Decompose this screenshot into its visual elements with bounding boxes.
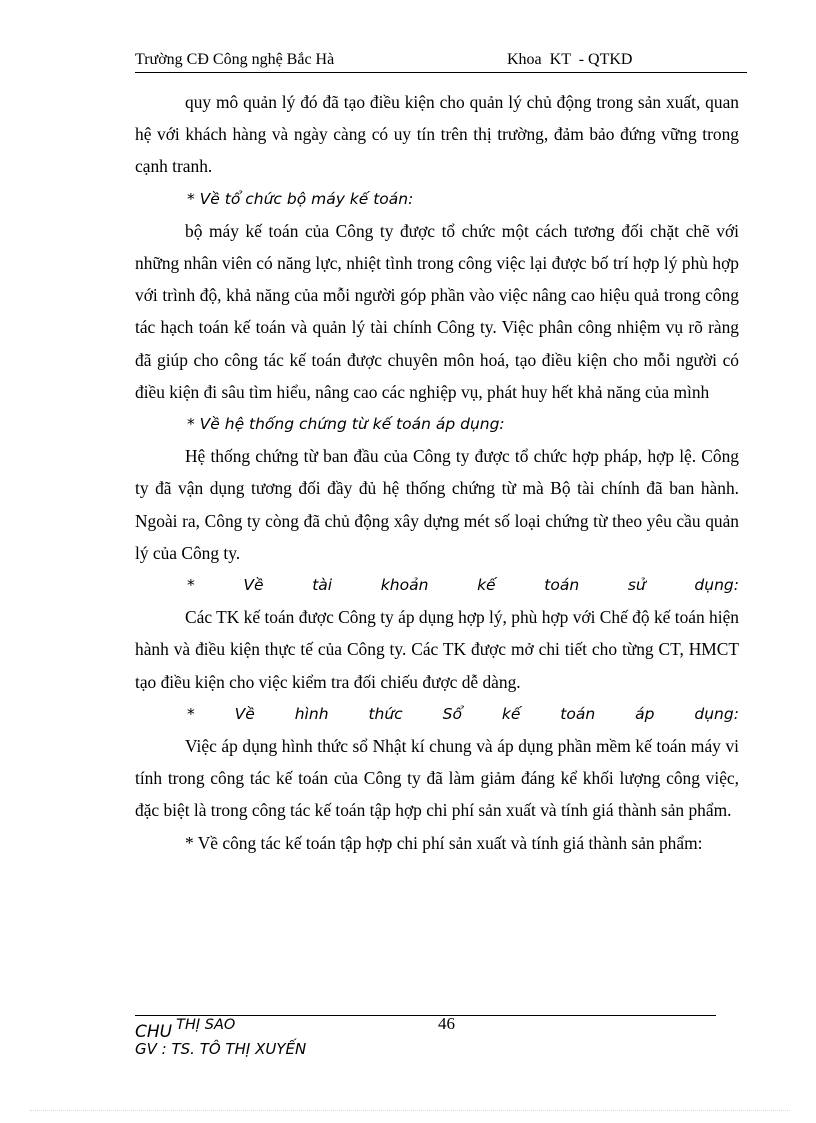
heading-word: thức xyxy=(368,704,403,723)
heading-word: toán xyxy=(544,576,580,595)
heading-word: * xyxy=(187,576,195,595)
paragraph-accounts-used: Các TK kế toán được Công ty áp dụng hợp lý, phù hợp với Chế độ kế toán hiện hành và điều kiện thực tế của Công ty. Các TK được mở chi tiết cho từng CT, HMCT tạo điều kiện cho việc kiểm tra đối chiếu được dễ dàng. xyxy=(135,607,739,692)
page-bottom-border xyxy=(30,1110,790,1111)
author-rest: THỊ SAO xyxy=(176,1017,236,1033)
heading-word: khoản xyxy=(380,576,429,595)
heading-word: dụng: xyxy=(694,576,739,595)
heading-accounting-organization: * Về tổ chức bộ máy kế toán: xyxy=(187,189,414,208)
author-name xyxy=(135,1017,236,1042)
paragraph-accounting-organization: bộ máy kế toán của Công ty được tổ chức một cách tương đối chặt chẽ với những nhân viên có năng lực, nhiệt tình trong công việc lại được bố trí hợp lý phù hợp với trình độ, khả năng của mỗi người góp phần vào việc nâng cao hiệu quả trong công tác hạch toán kế toán và quản lý tài chính Công ty. Việc phân công nhiệm vụ rõ ràng đã giúp cho công tác kế toán được chuyên môn hoá, tạo điều kiện cho mỗi người có điều kiện đi sâu tìm hiểu, nâng cao các nghiệp vụ, phát huy hết khả năng của mình xyxy=(135,220,739,402)
advisor-name: GV : TS. TÔ THỊ XUYẾN xyxy=(135,1040,307,1058)
heading-word: toán xyxy=(560,704,596,723)
heading-word: kế xyxy=(477,576,496,595)
heading-word: áp xyxy=(635,704,655,723)
page-header xyxy=(135,50,747,73)
author-first: CHU xyxy=(135,1022,173,1042)
heading-word: Về xyxy=(243,576,264,595)
school-name: Trường CĐ Công nghệ Bắc Hà xyxy=(135,51,335,68)
heading-word: Về xyxy=(234,704,255,723)
paragraph-intro: quy mô quản lý đó đã tạo điều kiện cho quản lý chủ động trong sản xuất, quan hệ với khách hàng và ngày càng có uy tín trên thị trường, đảm bảo đứng vững trong cạnh tranh. xyxy=(135,92,739,177)
footer-divider xyxy=(135,1015,716,1016)
heading-bookkeeping-form xyxy=(135,698,739,730)
heading-word: Sổ xyxy=(442,704,462,723)
document-body xyxy=(135,86,739,859)
heading-word: hình xyxy=(294,704,329,723)
page-number: 46 xyxy=(438,1014,455,1033)
heading-word: tài xyxy=(312,576,333,595)
heading-word: kế xyxy=(501,704,521,723)
heading-document-system: * Về hệ thống chứng từ kế toán áp dụng: xyxy=(187,415,505,434)
paragraph-cost-accounting: * Về công tác kế toán tập hợp chi phí sản xuất và tính giá thành sản phẩm: xyxy=(185,832,703,853)
heading-word: * xyxy=(187,704,195,723)
heading-word: sử xyxy=(627,576,646,595)
paragraph-bookkeeping-form: Việc áp dụng hình thức sổ Nhật kí chung và áp dụng phần mềm kế toán máy vi tính trong công tác kế toán của Công ty đã làm giảm đáng kể khối lượng công việc, đặc biệt là trong công tác kế toán tập hợp chi phí sản xuất và tính giá thành sản phẩm. xyxy=(135,736,739,821)
department-name: Khoa KT - QTKD xyxy=(507,51,633,68)
heading-accounts-used xyxy=(135,569,739,601)
paragraph-document-system: Hệ thống chứng từ ban đầu của Công ty được tổ chức hợp pháp, hợp lệ. Công ty đã vận dụng tương đối đầy đủ hệ thống chứng từ mà Bộ tài chính đã ban hành. Ngoài ra, Công ty còng đã chủ động xây dựng mét số loại chứng từ theo yêu cầu quản lý của Công ty. xyxy=(135,446,739,563)
heading-word: dụng: xyxy=(694,704,739,723)
